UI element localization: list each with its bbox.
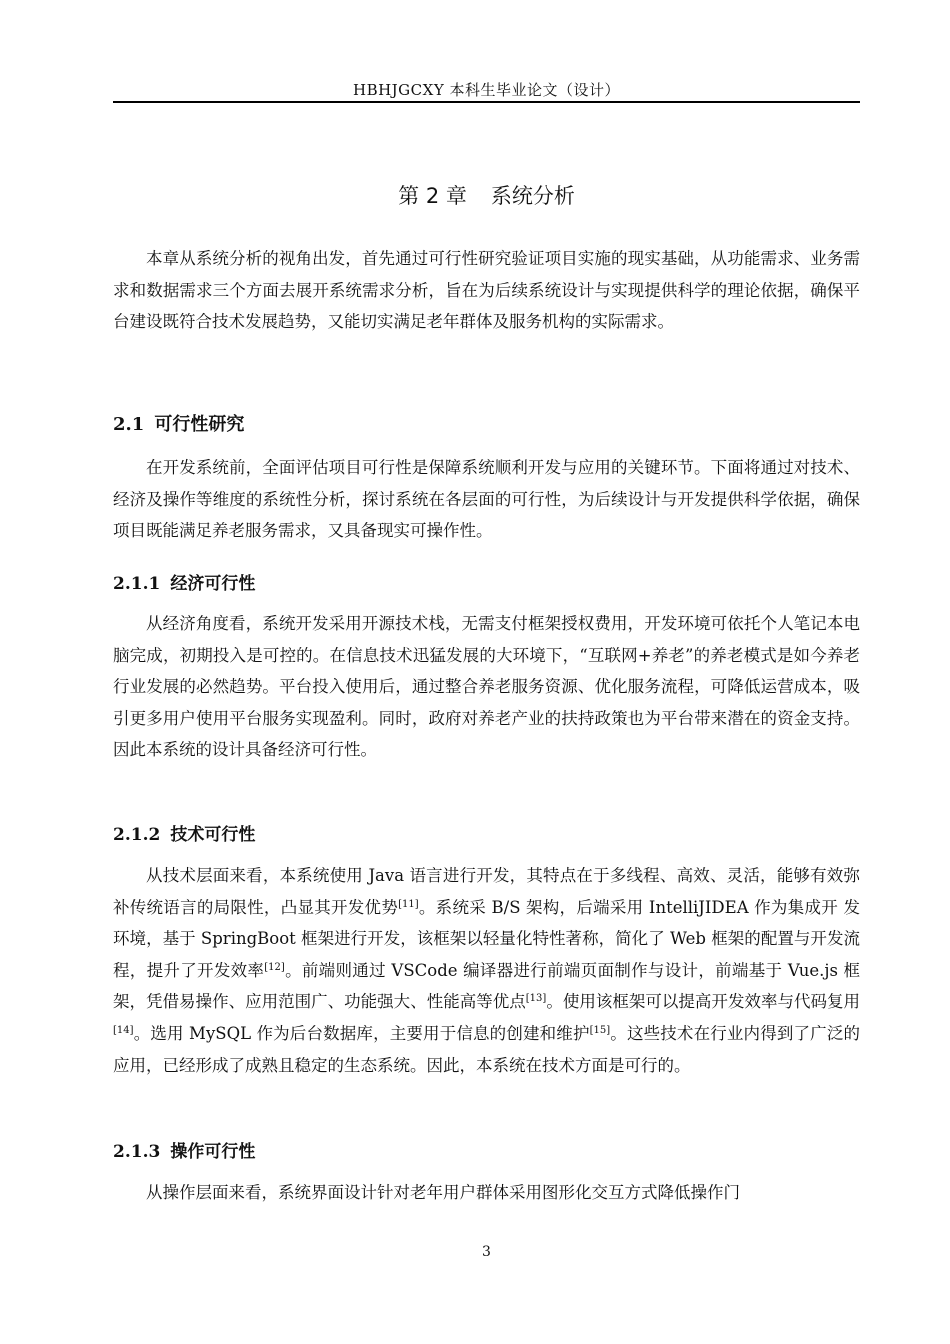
text-segment: 。选用 MySQL 作为后台数据库，主要用于信息的创建和维护 <box>133 1023 590 1043</box>
section-2-1-2-heading <box>113 820 255 845</box>
section-2-1-paragraph: 在开发系统前，全面评估项目可行性是保障系统顺利开发与应用的关键环节。下面将通过对技术、经济及操作等维度的系统性分析，探讨系统在各层面的可行性，为后续设计与开发提供科学依据，确保项目既能满足养老服务需求，又具备现实可操作性。 <box>113 458 860 541</box>
section-2-1-1-paragraph: 从经济角度看，系统开发采用开源技术栈，无需支付框架授权费用，开发环境可依托个人笔记本电脑完成，初期投入是可控的。在信息技术迅猛发展的大环境下，“互联网+养老”的养老模式是如今养老行业发展的必然趋势。平台投入使用后，通过整合养老服务资源、优化服务流程，可降低运营成本，吸引更多用户使用平台服务实现盈利。同时，政府对养老产业的扶持政策也为平台带来潜在的资金支持。因此本系统的设计具备经济可行性。 <box>113 614 860 760</box>
header-rule <box>113 101 860 103</box>
section-title: 操作可行性 <box>170 1142 256 1162</box>
text-segment: 从技术层面来看，本系统使用 Java 语言进行开发，其特点在于多线程、高效、灵活，能够有效弥补传统语言的局限性，凸显其开发优势 <box>113 866 860 917</box>
citation: [12] <box>264 961 285 973</box>
chapter-name: 系统分析 <box>490 184 575 208</box>
text-segment: 。前端则通过 VSCode 编译器进行前端页面制作与设计，前端基于 Vue.js 框架，凭借易操作、应用范围广、功能强大、性能高等优点 <box>113 960 861 1012</box>
text-segment: 。系统采 B/S 架构，后端采用 IntelliJIDEA 作为集成开 发环境，基于 SpringBoot 框架进行开发，该框架以轻量化特性著称，简化了 Web 框架的配置与开发流程，提升了开发效率 <box>113 897 861 980</box>
section-2-1-3-paragraph: 从操作层面来看，系统界面设计针对老年用户群体采用图形化交互方式降低操作门 <box>146 1183 740 1202</box>
chapter-number: 第 2 章 <box>398 184 467 208</box>
page-number: 3 <box>482 1244 491 1260</box>
section-title: 可行性研究 <box>154 414 245 435</box>
citation: [13] <box>525 993 547 1005</box>
section-2-1-heading <box>113 410 244 436</box>
section-2-1-1-heading <box>113 569 255 594</box>
section-title: 经济可行性 <box>170 574 256 594</box>
section-number: 2.1.3 <box>113 1142 161 1162</box>
section-number: 2.1 <box>113 414 145 435</box>
intro-paragraph: 本章从系统分析的视角出发，首先通过可行性研究验证项目实施的现实基础，从功能需求、业务需求和数据需求三个方面去展开系统需求分析，旨在为后续系统设计与实现提供科学的理论依据，确保平台建设既符合技术发展趋势，又能切实满足老年群体及服务机构的实际需求。 <box>113 249 860 332</box>
citation: [14] <box>113 1024 134 1036</box>
section-number: 2.1.2 <box>113 825 161 845</box>
section-2-1-2-paragraph <box>113 860 860 1081</box>
text-segment: 。使用该框架可以提高开发效率与代码复用 <box>546 992 861 1012</box>
chapter-title <box>113 180 860 210</box>
section-number: 2.1.1 <box>113 574 161 594</box>
citation: [15] <box>589 1024 611 1036</box>
running-header: HBHJGCXY 本科生毕业论文（设计） <box>352 81 620 99</box>
section-title: 技术可行性 <box>170 825 256 845</box>
citation: [11] <box>398 898 419 910</box>
text-segment: 。这些技术在行业内得到了广泛的应用，已经形成了成熟且稳定的生态系统。因此，本系统在技术方面是可行的。 <box>113 1023 860 1075</box>
section-2-1-3-heading <box>113 1137 255 1162</box>
